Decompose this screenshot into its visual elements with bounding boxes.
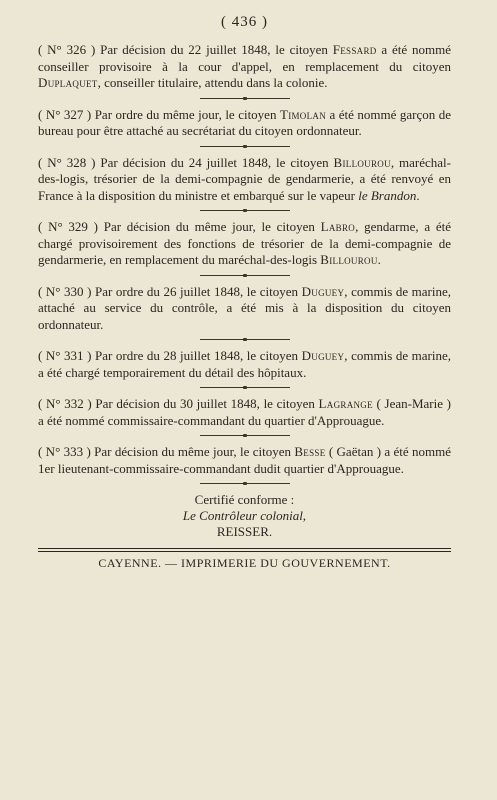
entry-text: , commis de marine, attaché au service du contrôle, a été mis à la disposition du citoyen ordonnateur. xyxy=(38,283,452,332)
separator-rule xyxy=(200,146,290,147)
entry-text: . xyxy=(377,252,381,267)
person-name: Besse xyxy=(294,444,326,459)
entry-text: a été nommé garçon de bureau pour être attaché au secrétariat du citoyen ordonnateur. xyxy=(38,106,451,138)
entry-text: . xyxy=(416,187,420,203)
entry-text: ( N° 329 ) Par décision du même jour, le citoyen xyxy=(38,219,321,234)
entry-text: a été nommé conseiller provisoire à la cour d'appel, en remplacement du citoyen xyxy=(38,42,451,74)
separator-rule xyxy=(200,275,290,276)
certification-block xyxy=(38,492,451,540)
entry-text: , conseiller titulaire, attendu dans la colonie. xyxy=(97,75,328,90)
person-name: Billourou xyxy=(333,154,391,170)
entry-text: , gendarme, a été chargé provisoirement des fonctions de trésorier de la demi-compagnie de gendarmerie, en remplacement du maréchal-des-logis xyxy=(38,219,451,267)
separator-rule xyxy=(200,435,290,436)
separator-rule xyxy=(200,98,290,99)
person-name: Timolan xyxy=(279,106,326,122)
signature-name: REISSER. xyxy=(216,524,273,539)
entry-text: ( N° 327 ) Par ordre du même jour, le citoyen xyxy=(38,106,280,122)
entry-text: , commis de marine, a été chargé temporairement du détail des hôpitaux. xyxy=(38,348,452,380)
person-name: Duguey xyxy=(301,348,345,363)
entry-text: ( N° 330 ) Par ordre du 26 juillet 1848, le citoyen xyxy=(38,283,302,299)
person-name: Duplaquet xyxy=(38,75,98,90)
entry-331 xyxy=(38,348,451,381)
entry-text: , maréchal-des-logis, trésorier de la demi-compagnie de gendarmerie, a été renvoyé en France à la disposition du ministre et embarqué sur le vapeur xyxy=(38,154,451,203)
separator-rule xyxy=(200,483,290,484)
printer-imprint: CAYENNE. — IMPRIMERIE DU GOUVERNEMENT. xyxy=(98,556,391,570)
page-number: ( 436 ) xyxy=(221,14,268,30)
entry-text: ( Gaëtan ) a été nommé 1er lieutenant-commissaire-commandant dudit quartier d'Approuague. xyxy=(38,444,451,476)
person-name: Fessard xyxy=(332,42,377,57)
entry-text: ( N° 332 ) Par décision du 30 juillet 1848, le citoyen xyxy=(38,396,319,411)
separator-rule xyxy=(200,339,290,340)
entry-330 xyxy=(38,284,451,334)
entry-text: ( N° 333 ) Par décision du même jour, le citoyen xyxy=(38,444,295,459)
entry-327 xyxy=(38,107,451,140)
certification-line: Certifié conforme : xyxy=(194,492,295,507)
entry-text: ( N° 331 ) Par ordre du 28 juillet 1848, le citoyen xyxy=(38,348,302,363)
entry-326 xyxy=(38,42,451,92)
entry-text: ( Jean-Marie ) a été nommé commissaire-commandant du quartier d'Approuague. xyxy=(38,396,451,428)
person-name: Billourou xyxy=(320,252,378,267)
person-name: Labro xyxy=(320,219,356,234)
entry-333 xyxy=(38,444,451,477)
separator-rule xyxy=(200,387,290,388)
entry-text: ( N° 326 ) Par décision du 22 juillet 1848, le citoyen xyxy=(38,42,333,57)
entry-329 xyxy=(38,219,451,269)
entry-332 xyxy=(38,396,451,429)
entry-328 xyxy=(38,155,451,205)
footer-rule xyxy=(38,551,451,552)
person-name: Duguey xyxy=(301,283,345,299)
certification-title: Le Contrôleur colonial, xyxy=(182,508,307,523)
footer-rule xyxy=(38,548,451,549)
entry-text: ( N° 328 ) Par décision du 24 juillet 1848, le citoyen xyxy=(38,154,334,170)
separator-rule xyxy=(200,210,290,211)
ship-name: le Brandon xyxy=(358,187,417,203)
person-name: Lagrange xyxy=(318,396,373,411)
